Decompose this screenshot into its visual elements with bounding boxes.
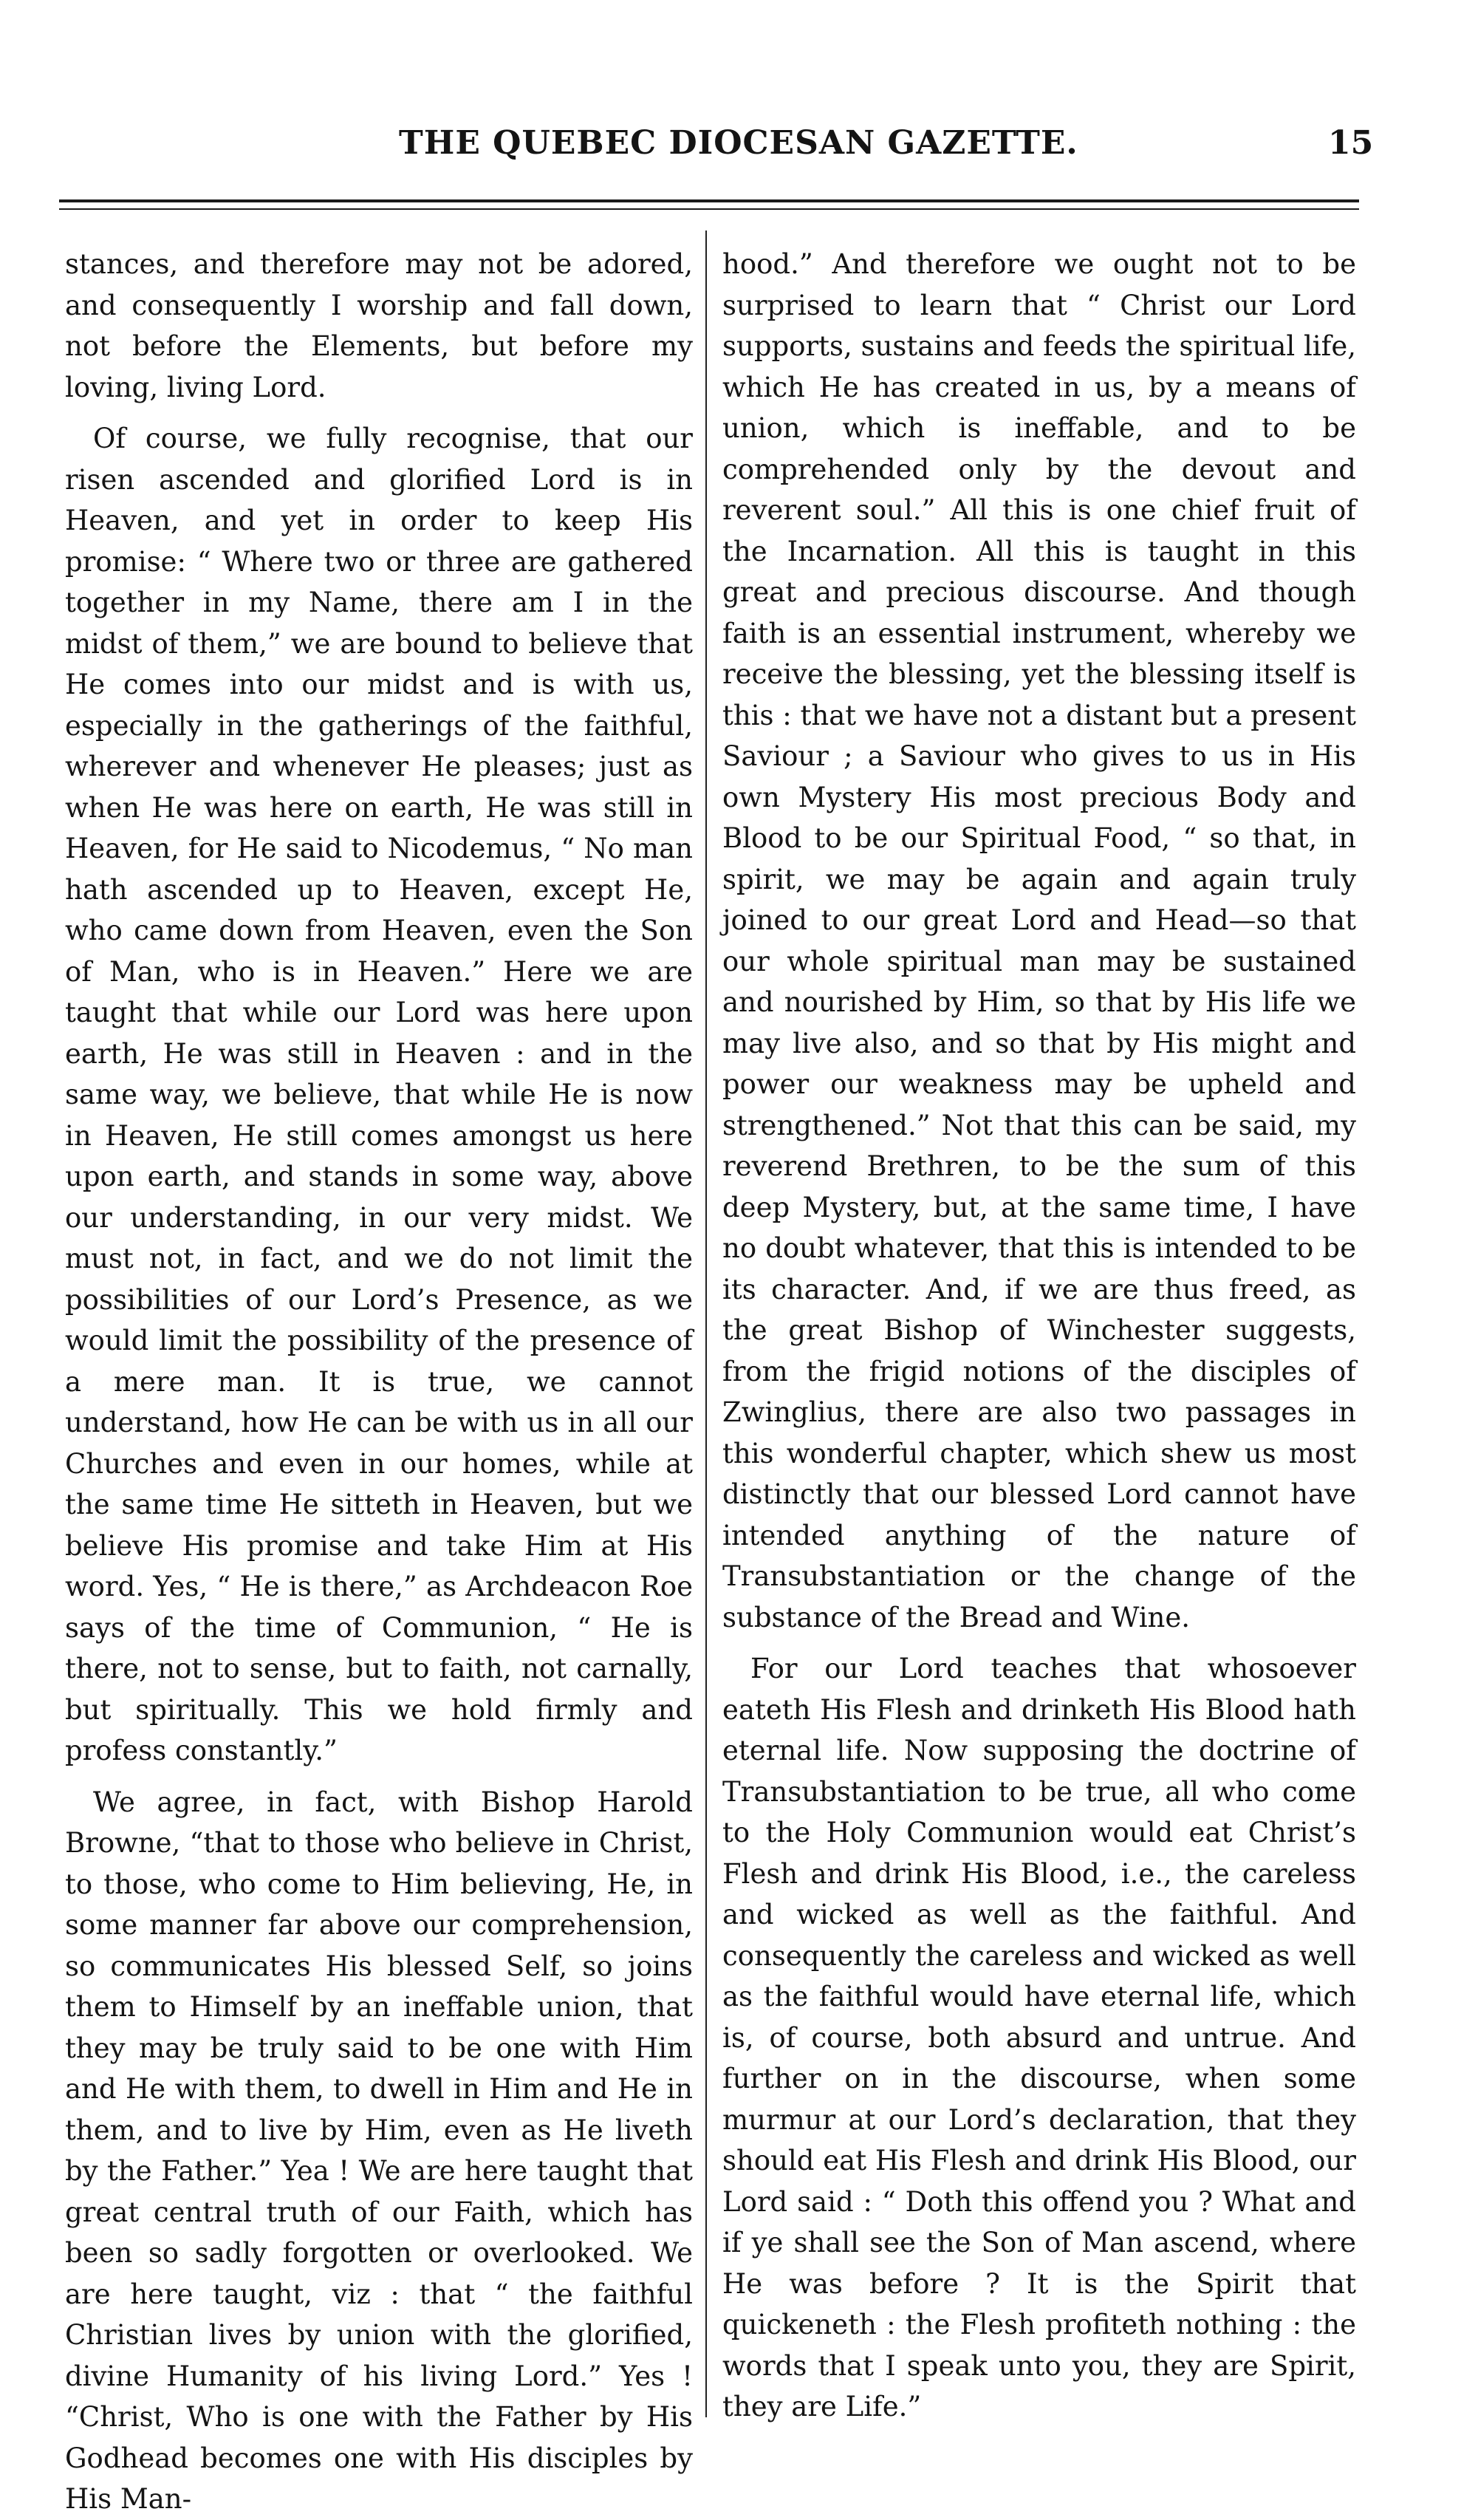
- right-column: [722, 244, 1356, 2445]
- paragraph: stances, and therefore may not be adored, and consequently I worship and fall down, not before the Elements, but before my loving, living Lord.: [65, 248, 693, 403]
- paragraph: Of course, we fully recognise, that our risen ascended and glorified Lord is in Heaven, and yet in order to keep His promise: “ Where two or three are gathered together in my Name, there am I in the midst of them,” we are bound to believe that He comes into our midst and is with us, especially in the gatherings of the faithful, wherever and whenever He pleases; just as when He was here on earth, He was still in Heaven, for He said to Nicodemus, “ No man hath ascended up to Heaven, except He, who came down from Heaven, even the Son of Man, who is in Heaven.” Here we are taught that while our Lord was here upon earth, He was still in Heaven : and in the same way, we believe, that while He is now in Heaven, He still comes amongst us here upon earth, and stands in some way, above our understanding, in our very midst. We must not, in fact, and we do not limit the possibilities of our Lord’s Presence, as we would limit the possibility of the presence of a mere man. It is true, we cannot understand, how He can be with us in all our Churches and even in our homes, while at the same time He sitteth in Heaven, but we believe His promise and take Him at His word. Yes, “ He is there,” as Archdeacon Roe says of the time of Communion, “ He is there, not to sense, but to faith, not carnally, but spiritually. This we hold firmly and profess constantly.”: [65, 423, 693, 1766]
- header-rule-thick: [59, 199, 1359, 202]
- page-number: 15: [1328, 124, 1374, 162]
- left-column: [65, 244, 693, 2515]
- paragraph: For our Lord teaches that whosoever eateth His Flesh and drinketh His Blood hath eternal life. Now supposing the doctrine of Transubstantiation to be true, all who come to the Holy Communion would eat Christ’s Flesh and drink His Blood, i.e., the careless and wicked as well as the faithful. And consequently the careless and wicked as well as the faithful would have eternal life, which is, of course, both absurd and untrue. And further on in the discourse, when some murmur at our Lord’s declaration, that they should eat His Flesh and drink His Blood, our Lord said : “ Doth this offend you ? What and if ye shall see the Son of Man ascend, where He was before ? It is the Spirit that quickeneth : the Flesh profiteth nothing : the words that I speak unto you, they are Spirit, they are Life.”: [722, 1653, 1356, 2422]
- paragraph: hood.” And therefore we ought not to be surprised to learn that “ Christ our Lord supports, sustains and feeds the spiritual life, which He has created in us, by a means of union, which is ineffable, and to be comprehended only by the devout and reverent soul.” All this is one chief fruit of the Incarnation. All this is taught in this great and precious discourse. And though faith is an essential instrument, whereby we receive the blessing, yet the blessing itself is this : that we have not a distant but a present Saviour ; a Saviour who gives to us in His own Mystery His most precious Body and Blood to be our Spiritual Food, “ so that, in spirit, we may be again and again truly joined to our great Lord and Head—so that our whole spiritual man may be sustained and nourished by Him, so that by His life we may live also, and so that by His might and power our weakness may be upheld and strengthened.” Not that this can be said, my reverend Brethren, to be the sum of this deep Mystery, but, at the same time, I have no doubt whatever, that this is intended to be its character. And, if we are thus freed, as the great Bishop of Winchester suggests, from the frigid notions of the disciples of Zwinglius, there are also two passages in this wonderful chapter, which shew us most distinctly that our blessed Lord cannot have intended anything of the nature of Transubstantiation or the change of the substance of the Bread and Wine.: [722, 248, 1356, 1633]
- column-divider: [705, 231, 707, 2417]
- running-title: THE QUEBEC DIOCESAN GAZETTE.: [399, 124, 1078, 162]
- paragraph: We agree, in fact, with Bishop Harold Browne, “that to those who believe in Christ, to those, who come to Him believing, He, in some manner far above our comprehension, so communicates His blessed Self, so joins them to Himself by an ineffable union, that they may be truly said to be one with Him and He with them, to dwell in Him and He in them, and to live by Him, even as He liveth by the Father.” Yea ! We are here taught that great central truth of our Faith, which has been so sadly forgotten or overlooked. We are here taught, viz : that “ the faithful Christian lives by union with the glorified, divine Humanity of his living Lord.” Yes ! “Christ, Who is one with the Father by His Godhead becomes one with His disciples by His Man-: [65, 1786, 693, 2515]
- page-header: [0, 124, 1478, 168]
- header-rule-thin: [59, 208, 1359, 210]
